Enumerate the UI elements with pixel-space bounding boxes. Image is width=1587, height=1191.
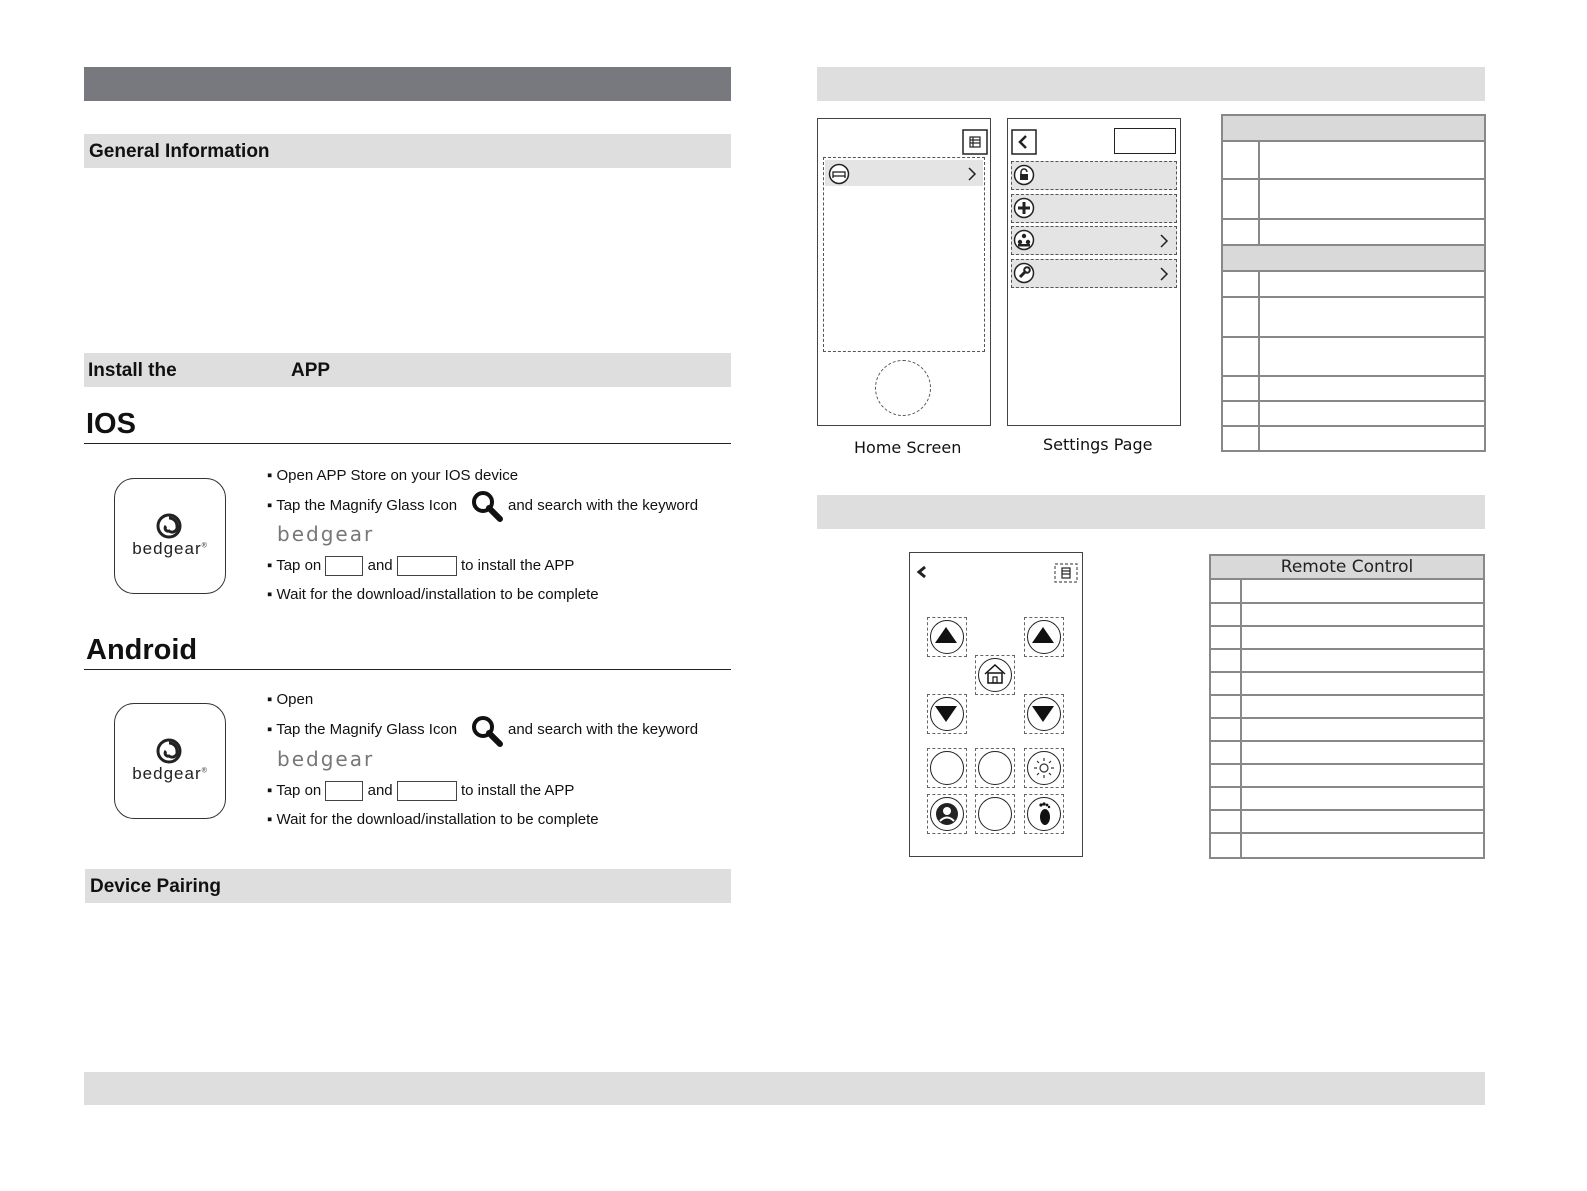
sun-icon bbox=[1033, 757, 1055, 779]
install-app-bar bbox=[84, 353, 731, 387]
preset-button-1[interactable] bbox=[927, 748, 967, 788]
device-pairing-title: Device Pairing bbox=[90, 876, 221, 897]
android-bullet-3: ▪ Tap on and to install the APP bbox=[267, 781, 574, 801]
table-row-divider bbox=[1211, 740, 1483, 742]
ios-heading: IOS bbox=[86, 408, 136, 440]
settings-page-caption: Settings Page bbox=[1043, 435, 1153, 454]
android-bullet-1: ▪ Open bbox=[267, 691, 314, 708]
add-device-circle[interactable] bbox=[875, 360, 931, 416]
app-brand-label: bedgear® bbox=[132, 764, 208, 783]
android-heading: Android bbox=[86, 634, 198, 666]
table-row-divider bbox=[1223, 400, 1484, 402]
left-header-bar bbox=[84, 67, 731, 101]
home-screen-caption: Home Screen bbox=[854, 438, 962, 457]
magnify-glass-icon bbox=[471, 715, 503, 747]
foot-massage-button[interactable] bbox=[1024, 794, 1064, 834]
ios-rule bbox=[84, 443, 731, 444]
android-bullet-4: ▪ Wait for the download/installation to be complete bbox=[267, 811, 599, 828]
install-title-part1: Install the bbox=[88, 360, 177, 381]
massage-button[interactable] bbox=[927, 794, 967, 834]
footer-bar bbox=[84, 1072, 1485, 1105]
table-row-divider bbox=[1211, 832, 1483, 834]
table-row-divider bbox=[1211, 763, 1483, 765]
chevron-right-icon bbox=[967, 166, 977, 182]
settings-page-mockup bbox=[1007, 118, 1181, 426]
install-button-box bbox=[397, 781, 457, 801]
get-button-box bbox=[325, 781, 363, 801]
remote-control-header: Remote Control bbox=[1211, 556, 1483, 580]
remote-control-mockup bbox=[909, 552, 1083, 857]
table-row-divider bbox=[1223, 178, 1484, 180]
right-header-bar bbox=[817, 67, 1485, 101]
foot-up-button[interactable] bbox=[1024, 617, 1064, 657]
light-button[interactable] bbox=[1024, 748, 1064, 788]
settings-row-lock[interactable] bbox=[1011, 161, 1177, 190]
swirl-logo-icon bbox=[155, 512, 183, 540]
table-row-divider bbox=[1211, 625, 1483, 627]
ios-keyword: bedgear bbox=[277, 522, 375, 546]
settings-row-users[interactable] bbox=[1011, 226, 1177, 255]
table-subheader bbox=[1223, 244, 1484, 272]
foot-down-button[interactable] bbox=[1024, 694, 1064, 734]
remote-control-table bbox=[1209, 554, 1485, 859]
chevron-right-icon bbox=[1159, 266, 1169, 282]
table-row-divider bbox=[1223, 336, 1484, 338]
remote-section-bar bbox=[817, 495, 1485, 529]
android-keyword: bedgear bbox=[277, 747, 375, 771]
home-icon bbox=[983, 663, 1007, 685]
settings-legend-table bbox=[1221, 114, 1486, 452]
table-row-divider bbox=[1211, 786, 1483, 788]
flat-home-button[interactable] bbox=[975, 655, 1015, 695]
settings-row-add[interactable] bbox=[1011, 194, 1177, 223]
triangle-up-icon bbox=[934, 626, 958, 644]
wrench-icon bbox=[1013, 262, 1035, 284]
ios-bullet-2: ▪ Tap the Magnify Glass Icon bbox=[267, 497, 458, 514]
table-row-divider bbox=[1223, 296, 1484, 298]
table-row-divider bbox=[1211, 717, 1483, 719]
ios-bullet-4: ▪ Wait for the download/installation to be complete bbox=[267, 586, 599, 603]
bed-icon bbox=[828, 163, 850, 185]
magnify-glass-icon bbox=[471, 490, 503, 522]
table-row-divider bbox=[1223, 375, 1484, 377]
foot-icon bbox=[1033, 801, 1055, 827]
menu-icon[interactable] bbox=[1054, 563, 1078, 583]
settings-row-wrench[interactable] bbox=[1011, 259, 1177, 288]
lock-icon bbox=[1013, 164, 1035, 186]
get-button-box bbox=[325, 556, 363, 576]
ios-bullet-3: ▪ Tap on and to install the APP bbox=[267, 556, 574, 576]
table-header bbox=[1223, 116, 1484, 142]
preset-button-3[interactable] bbox=[975, 794, 1015, 834]
table-row-divider bbox=[1211, 694, 1483, 696]
triangle-down-icon bbox=[934, 705, 958, 723]
android-rule bbox=[84, 669, 731, 670]
table-row-divider bbox=[1211, 809, 1483, 811]
add-icon bbox=[1013, 197, 1035, 219]
general-info-title: General Information bbox=[89, 141, 270, 162]
users-icon bbox=[1013, 229, 1035, 251]
table-row-divider bbox=[1211, 671, 1483, 673]
chevron-right-icon bbox=[1159, 233, 1169, 249]
bedgear-app-icon-android bbox=[114, 703, 226, 819]
bedgear-app-icon-ios bbox=[114, 478, 226, 594]
head-up-button[interactable] bbox=[927, 617, 967, 657]
back-arrow-icon[interactable] bbox=[914, 564, 930, 580]
head-down-button[interactable] bbox=[927, 694, 967, 734]
settings-title-box bbox=[1114, 128, 1176, 154]
android-bullet-2: ▪ Tap the Magnify Glass Icon bbox=[267, 721, 458, 738]
triangle-up-icon bbox=[1031, 626, 1055, 644]
table-row-divider bbox=[1211, 648, 1483, 650]
install-button-box bbox=[397, 556, 457, 576]
back-arrow-icon[interactable] bbox=[1011, 129, 1037, 155]
table-row-divider bbox=[1211, 602, 1483, 604]
ios-bullet-1: ▪ Open APP Store on your IOS device bbox=[267, 467, 519, 484]
device-list-area bbox=[823, 157, 985, 352]
app-brand-label: bedgear® bbox=[132, 539, 208, 558]
preset-button-2[interactable] bbox=[975, 748, 1015, 788]
android-bullet-2b: and search with the keyword bbox=[508, 721, 699, 738]
table-column-divider bbox=[1258, 142, 1260, 244]
swirl-logo-icon bbox=[155, 737, 183, 765]
table-row-divider bbox=[1223, 425, 1484, 427]
table-row-divider bbox=[1223, 218, 1484, 220]
ios-bullet-2b: and search with the keyword bbox=[508, 497, 699, 514]
menu-icon bbox=[962, 129, 988, 155]
install-title-part2: APP bbox=[291, 360, 331, 381]
massage-icon bbox=[935, 802, 959, 826]
home-screen-mockup bbox=[817, 118, 991, 426]
triangle-down-icon bbox=[1031, 705, 1055, 723]
